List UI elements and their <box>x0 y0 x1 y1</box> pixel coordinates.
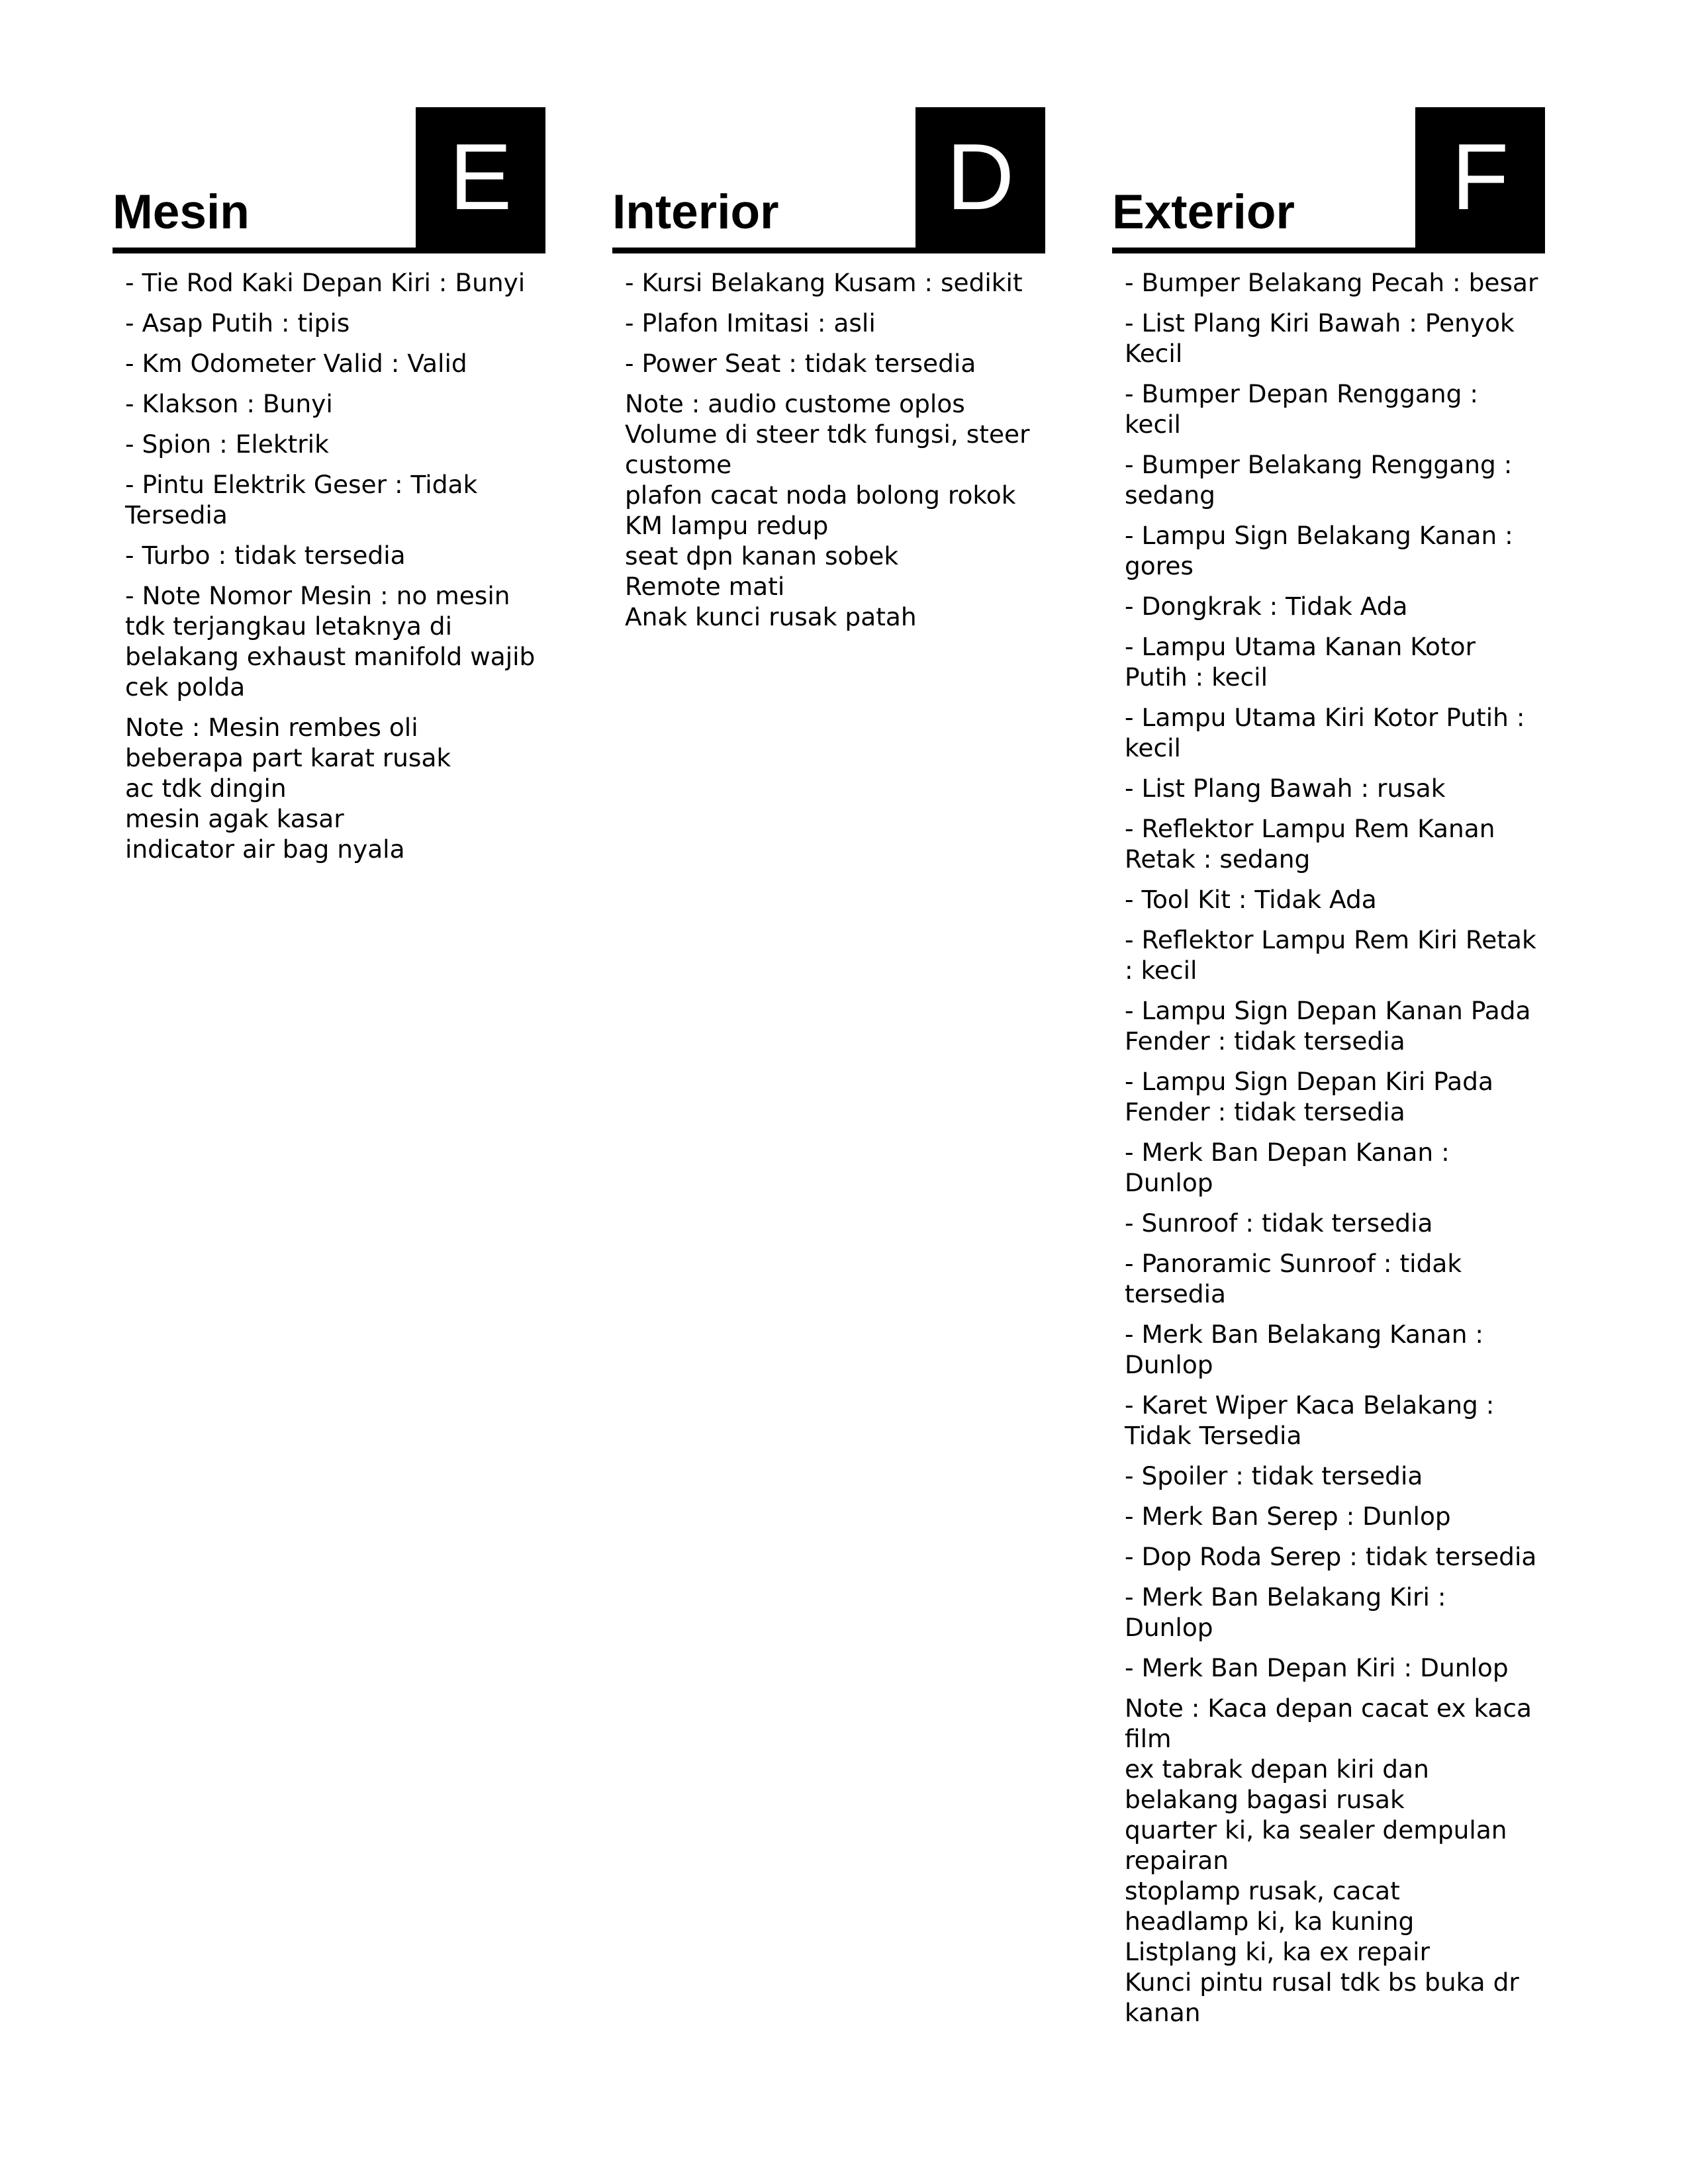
list-item: - Merk Ban Serep : Dunlop <box>1125 1502 1451 1531</box>
section-title: Mesin <box>113 185 250 239</box>
note-line: quarter ki, ka sealer dempulan repairan <box>1125 1815 1507 1875</box>
list-item: - Tool Kit : Tidak Ada <box>1125 885 1377 914</box>
grade-badge: E <box>416 107 545 248</box>
note-line: indicator air bag nyala <box>125 835 405 864</box>
list-item: - Lampu Sign Depan Kanan Pada Fender : tidak tersedia <box>1125 996 1531 1056</box>
note-line: Volume di steer tdk fungsi, steer custome <box>625 420 1030 479</box>
note-line: Listplang ki, ka ex repair <box>1125 1937 1430 1966</box>
list-item: - Spion : Elektrik <box>125 430 329 459</box>
list-item: - Power Seat : tidak tersedia <box>625 349 976 378</box>
section-body <box>1112 253 1542 2028</box>
grade-badge: D <box>915 107 1045 248</box>
list-item: - Dop Roda Serep : tidak tersedia <box>1125 1542 1537 1571</box>
section-interior <box>612 107 1045 632</box>
list-item: - Km Odometer Valid : Valid <box>125 349 467 378</box>
list-item: - Asap Putih : tipis <box>125 308 350 338</box>
section-header-interior <box>612 107 1045 253</box>
note-line: Note : audio custome oplos <box>625 389 965 418</box>
section-title: Exterior <box>1112 185 1295 239</box>
list-item: - Reflektor Lampu Rem Kanan Retak : sedang <box>1125 814 1495 874</box>
list-item: - Kursi Belakang Kusam : sedikit <box>625 268 1023 297</box>
list-item: - List Plang Bawah : rusak <box>1125 774 1446 803</box>
section-exterior <box>1112 107 1545 2028</box>
list-item: - Pintu Elektrik Geser : Tidak Tersedia <box>125 470 478 529</box>
list-item: - Lampu Sign Depan Kiri Pada Fender : tidak tersedia <box>1125 1067 1493 1126</box>
note-line: Kunci pintu rusal tdk bs buka dr kanan <box>1125 1968 1519 2027</box>
list-item: - Karet Wiper Kaca Belakang : Tidak Tersedia <box>1125 1390 1495 1450</box>
list-item: - Lampu Utama Kiri Kotor Putih : kecil <box>1125 703 1525 762</box>
list-item: - Lampu Utama Kanan Kotor Putih : kecil <box>1125 632 1476 692</box>
note-line: Note : Mesin rembes oli <box>125 713 418 742</box>
note-line: mesin agak kasar <box>125 804 344 833</box>
note-line: headlamp ki, ka kuning <box>1125 1907 1415 1936</box>
section-body <box>113 253 542 864</box>
note-line: Note : Kaca depan cacat ex kaca film <box>1125 1694 1532 1753</box>
list-item: - Merk Ban Belakang Kiri : Dunlop <box>1125 1582 1446 1642</box>
list-item: - Note Nomor Mesin : no mesin tdk terjangkau letaknya di belakang exhaust manifold wajib cek polda <box>125 581 536 702</box>
list-item: - Dongkrak : Tidak Ada <box>1125 592 1408 621</box>
note-line: Anak kunci rusak patah <box>625 602 917 631</box>
note-line: ac tdk dingin <box>125 774 287 803</box>
note-line: Remote mati <box>625 572 785 601</box>
list-item: - Bumper Belakang Renggang : sedang <box>1125 450 1513 510</box>
section-header-mesin <box>113 107 545 253</box>
list-item: - Merk Ban Depan Kiri : Dunlop <box>1125 1653 1509 1682</box>
list-item: - Bumper Depan Renggang : kecil <box>1125 379 1479 439</box>
note-line: plafon cacat noda bolong rokok <box>625 480 1016 510</box>
section-mesin <box>113 107 545 864</box>
list-item: - Klakson : Bunyi <box>125 389 333 418</box>
list-item: - Reflektor Lampu Rem Kiri Retak : kecil <box>1125 925 1536 985</box>
section-body <box>612 253 1042 632</box>
list-item: - Lampu Sign Belakang Kanan : gores <box>1125 521 1513 580</box>
list-item: - Panoramic Sunroof : tidak tersedia <box>1125 1249 1462 1308</box>
list-item: - Merk Ban Depan Kanan : Dunlop <box>1125 1138 1450 1197</box>
section-note <box>125 712 542 864</box>
list-item: - Plafon Imitasi : asli <box>625 308 876 338</box>
note-line: beberapa part karat rusak <box>125 743 451 772</box>
list-item: - Sunroof : tidak tersedia <box>1125 1208 1433 1238</box>
section-header-exterior <box>1112 107 1545 253</box>
section-note <box>625 388 1042 632</box>
grade-badge: F <box>1415 107 1545 248</box>
note-line: seat dpn kanan sobek <box>625 541 899 570</box>
list-item: - Spoiler : tidak tersedia <box>1125 1461 1423 1490</box>
note-line: stoplamp rusak, cacat <box>1125 1876 1400 1905</box>
section-title: Interior <box>612 185 779 239</box>
note-line: ex tabrak depan kiri dan belakang bagasi rusak <box>1125 1754 1429 1814</box>
list-item: - Turbo : tidak tersedia <box>125 541 406 570</box>
list-item: - Bumper Belakang Pecah : besar <box>1125 268 1538 297</box>
section-note <box>1125 1693 1542 2028</box>
list-item: - Merk Ban Belakang Kanan : Dunlop <box>1125 1320 1484 1379</box>
note-line: KM lampu redup <box>625 511 829 540</box>
list-item: - Tie Rod Kaki Depan Kiri : Bunyi <box>125 268 526 297</box>
list-item: - List Plang Kiri Bawah : Penyok Kecil <box>1125 308 1515 368</box>
